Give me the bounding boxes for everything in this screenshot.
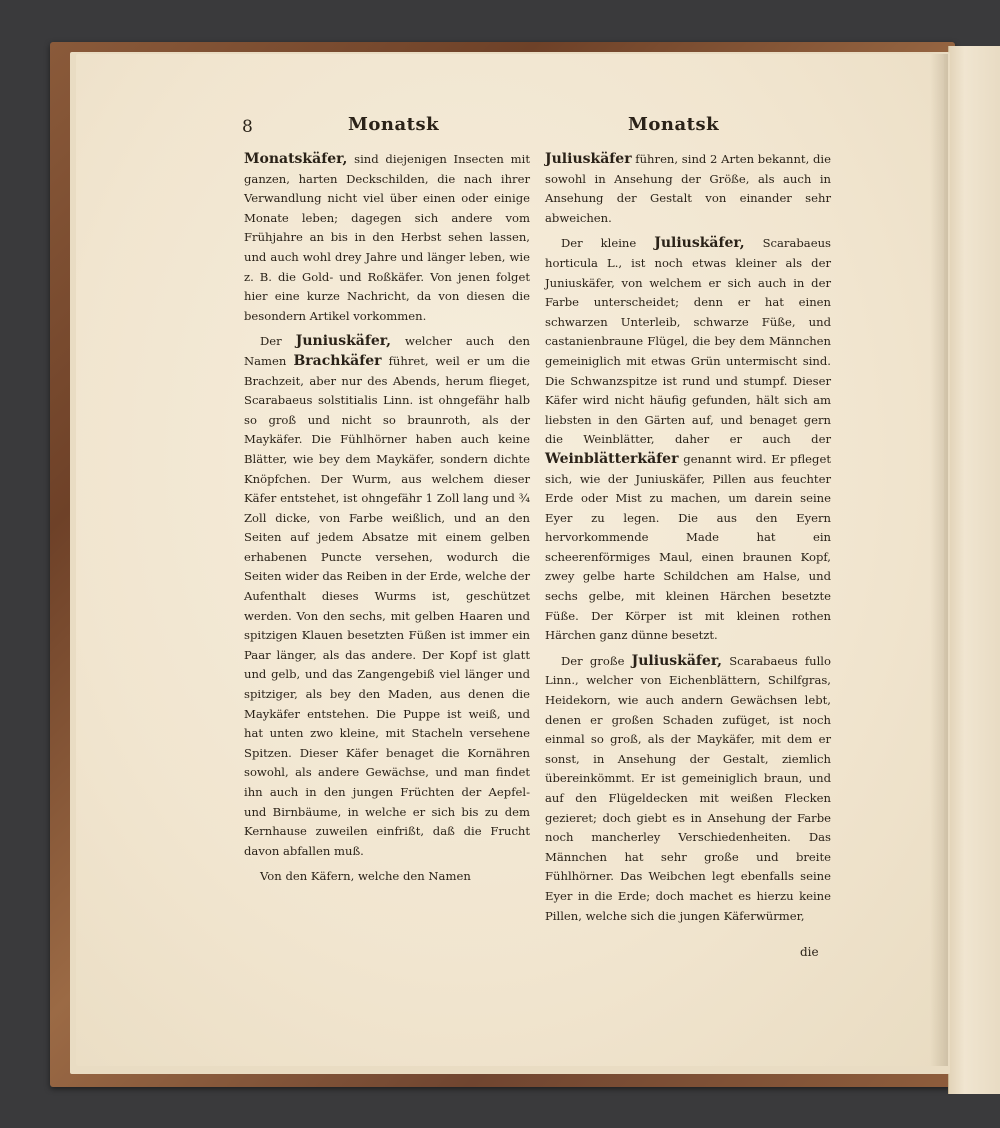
paragraph-juniuskaefer bbox=[244, 332, 530, 861]
paragraph-juliuskaefer-cont bbox=[545, 150, 831, 228]
paragraph-text: führen, sind 2 Arten bekannt, die sowohl in Ansehung der Größe, als auch in Ansehung der Gestalt von einander sehr abweichen. bbox=[545, 152, 831, 225]
headword-brachkaefer: Brachkäfer bbox=[293, 352, 382, 369]
catchword: die bbox=[800, 945, 819, 959]
paragraph-kleiner-juliuskaefer bbox=[545, 234, 831, 645]
headword-kleiner-juliuskaefer: Juliuskäfer, bbox=[654, 235, 745, 252]
paragraph-text: welcher auch den Namen bbox=[244, 334, 530, 368]
headword-monatskaefer: Monatskäfer, bbox=[244, 151, 348, 167]
paragraph-text: sind diejenigen Insecten mit ganzen, harten Deckschilden, die nach ihrer Verwandlung nicht viel über einen oder einige Monate leben; dagegen sich andere vom Frühjahre an bis in den Herbst sehen lassen, und auch wohl drey Jahre und länger leben, wie z. B. die Gold- und Roßkäfer. Von jenen folget hier eine kurze Nachricht, da von diesen die besondern Artikel vorkommen. bbox=[244, 152, 530, 323]
paragraph-monatskaefer bbox=[244, 150, 530, 326]
paragraph-text: führet, weil er um die Brachzeit, aber nur des Abends, herum flieget, Scarabaeus solstitialis Linn. ist ohngefähr halb so groß und nicht so braunroth, als der Maykäfer. Die Fühlhörner haben auch keine Blätter, wie bey dem Maykäfer, sondern dichte Knöpfchen. Der Wurm, aus welchem dieser Käfer entstehet, ist ohngefähr 1 Zoll lang und ¾ Zoll dicke, von Farbe weißlich, und an den Seiten auf jedem Absatze mit einem gelben erhabenen Puncte versehen, wodurch die Seiten wider das Reiben in der Erde, welche der Aufenthalt dieses Wurms ist, geschützet werden. Von den sechs, mit gelben Haaren und spitzigen Klauen besetzten Füßen ist immer ein Paar länger, als das andere. Der Kopf ist glatt und gelb, und das Zangengebiß viel länger und spitziger, als bey den Maden, aus denen die Maykäfer entstehen. Die Puppe ist weiß, und hat unten zwo kleine, mit Stacheln versehene Spitzen. Dieser Käfer benaget die Kornähren sowohl, als andere Gewächse, und man findet ihn auch in den jungen Früchten der Aepfel- und Birnbäume, in welche er sich bis zu dem Kernhause zuweilen einfrißt, daß die Frucht davon abfallen muß. bbox=[244, 353, 530, 858]
running-head-left: Monatsk bbox=[348, 114, 440, 135]
headword-grosser-juliuskaefer: Juliuskäfer, bbox=[631, 652, 723, 669]
headword-weinblaetterkaefer: Weinblätterkäfer bbox=[545, 450, 679, 467]
paragraph-text: Scarabaeus fullo Linn., welcher von Eichenblättern, Schilfgras, Heidekorn, wie auch andern Gewächsen lebt, denen er großen Schaden zufüget, ist noch einmal so groß, als der Maykäfer, mit dem er sonst, in Ansehung der Gestalt, ziemlich übereinkömmt. Er ist gemeiniglich braun, und auf den Flügeldecken mit weißen Flecken gezieret; doch giebt es in Ansehung der Farbe noch mancherley Verschiedenheiten. Das Männchen hat sehr große und breite Fühlhörner. Das Weibchen legt ebenfalls seine Eyer in die Erde; doch machet es hierzu keine Pillen, welche sich die jungen Käferwürmer, bbox=[545, 653, 831, 923]
paragraph-lead: Der kleine bbox=[561, 236, 655, 251]
paragraph-lead: Der große bbox=[561, 653, 632, 668]
headword-juliuskaefer: Juliuskäfer bbox=[545, 151, 632, 167]
headword-juniuskaefer: Juniuskäfer, bbox=[295, 333, 392, 350]
paragraph-grosser-juliuskaefer bbox=[545, 652, 831, 926]
paragraph-lead: Der bbox=[260, 334, 296, 349]
facing-page-edge bbox=[948, 46, 1000, 1094]
text-column-left bbox=[244, 150, 530, 893]
gutter-shadow bbox=[930, 54, 948, 1066]
paragraph-juliuskaefer-intro: Von den Käfern, welche den Namen bbox=[260, 869, 471, 884]
page-number: 8 bbox=[242, 117, 253, 137]
paragraph-text: Scarabaeus horticula L., ist noch etwas kleiner als der Juniuskäfer, von welchem er sich auch in der Farbe unterscheidet; denn er hat einen schwarzen Unterleib, schwarze Füße, und castanienbraune Flügel, die bey dem Männchen gemeiniglich mit etwas Grün untermischt sind. Die Schwanzspitze ist rund und stumpf. Dieser Käfer wird nicht häufig gefunden, hält sich am liebsten in den Gärten auf, und benaget gern die Weinblätter, daher er auch der bbox=[545, 236, 831, 447]
text-column-right bbox=[545, 150, 831, 932]
running-head-right: Monatsk bbox=[628, 114, 720, 135]
paragraph-text: genannt wird. Er pfleget sich, wie der Juniuskäfer, Pillen aus feuchter Erde oder Mist zu machen, um darein seine Eyer zu legen. Die aus den Eyern hervorkommende Made hat ein scheerenförmiges Maul, einen braunen Kopf, zwey gelbe harte Schildchen am Halse, und sechs gelbe, mit kleinen Härchen besetzte Füße. Der Körper ist mit kleinen rothen Härchen ganz dünne besetzt. bbox=[545, 451, 831, 643]
